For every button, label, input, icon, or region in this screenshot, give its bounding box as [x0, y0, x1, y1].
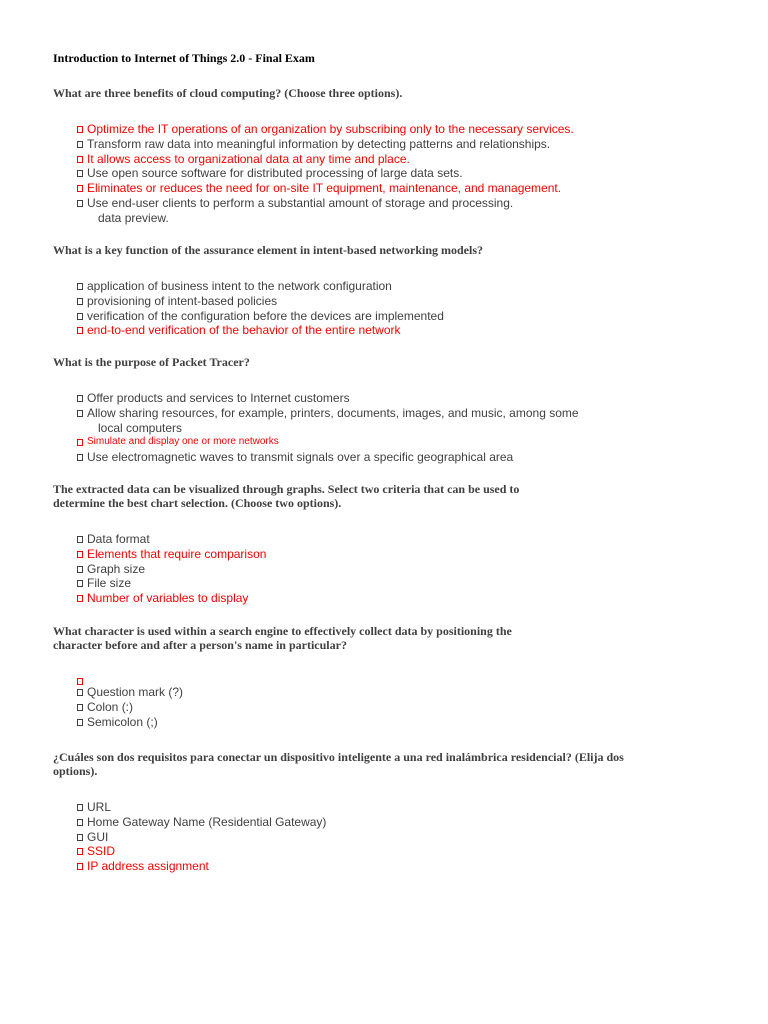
option-text-wrap — [87, 166, 637, 181]
option-item[interactable] — [77, 122, 637, 137]
option-text-wrap — [87, 294, 637, 309]
option-text: Simulate and display one or more networks — [87, 436, 279, 448]
option-text-wrap — [87, 309, 637, 324]
option-text-wrap — [87, 532, 637, 547]
checkbox-icon[interactable] — [77, 200, 83, 207]
option-item[interactable] — [77, 815, 637, 830]
option-text-wrap — [87, 137, 637, 152]
option-text-wrap — [87, 844, 637, 859]
option-text: Number of variables to display — [87, 591, 249, 606]
checkbox-icon[interactable] — [77, 595, 83, 602]
checkbox-icon[interactable] — [77, 395, 83, 402]
option-text: It allows access to organizational data at any time and place. — [87, 151, 410, 166]
option-continuation: data preview. — [98, 210, 169, 225]
option-item[interactable] — [77, 859, 637, 874]
option-text: IP address assignment — [87, 859, 209, 874]
option-text: Allow sharing resources, for example, printers, documents, images, and music, among some — [87, 405, 579, 420]
checkbox-icon[interactable] — [77, 719, 83, 726]
option-text: Use electromagnetic waves to transmit signals over a specific geographical area — [87, 450, 514, 465]
option-text: Offer products and services to Internet customers — [87, 391, 350, 405]
question-1: What are three benefits of cloud computing? (Choose three options). — [53, 86, 403, 100]
option-text-wrap — [87, 450, 637, 465]
option-text-wrap — [87, 323, 637, 338]
option-continuation: local computers — [98, 420, 183, 435]
checkbox-icon[interactable] — [77, 313, 83, 320]
checkbox-icon[interactable] — [77, 863, 83, 870]
options-list-6 — [77, 800, 637, 874]
option-text-wrap — [87, 815, 637, 830]
option-item[interactable] — [77, 309, 637, 324]
option-item[interactable] — [77, 450, 637, 465]
checkbox-icon[interactable] — [77, 678, 83, 685]
options-list-2 — [77, 279, 637, 338]
option-text: GUI — [87, 829, 109, 844]
option-text-wrap — [87, 391, 637, 406]
checkbox-icon[interactable] — [77, 580, 83, 587]
checkbox-icon[interactable] — [77, 804, 83, 811]
option-text-wrap — [87, 279, 637, 294]
checkbox-icon[interactable] — [77, 156, 83, 163]
option-text: provisioning of intent-based policies — [87, 293, 278, 308]
option-item[interactable] — [77, 532, 637, 547]
option-item[interactable] — [77, 700, 637, 715]
option-text: Transform raw data into meaningful information by detecting patterns and relationships. — [87, 136, 551, 151]
option-text: URL — [87, 800, 112, 814]
option-text: Eliminates or reduces the need for on-site IT equipment, maintenance, and management. — [87, 181, 562, 196]
checkbox-icon[interactable] — [77, 126, 83, 133]
option-text-wrap — [87, 406, 637, 421]
option-item[interactable] — [77, 152, 637, 167]
option-text: Use open source software for distributed processing of large data sets. — [87, 166, 463, 181]
option-text-wrap — [87, 800, 637, 815]
option-item[interactable] — [77, 547, 637, 562]
option-text-wrap — [87, 715, 637, 730]
option-text-wrap — [87, 196, 637, 211]
checkbox-icon[interactable] — [77, 283, 83, 290]
option-text-wrap — [87, 562, 637, 577]
option-text: Elements that require comparison — [87, 546, 267, 561]
question-2: What is a key function of the assurance element in intent-based networking models? — [53, 243, 484, 257]
question-5: What character is used within a search engine to effectively collect data by positioning the character before and after a person's name in particular? — [53, 624, 512, 652]
question-3: What is the purpose of Packet Tracer? — [53, 355, 250, 369]
option-text: Question mark (?) — [87, 685, 184, 699]
checkbox-icon[interactable] — [77, 454, 83, 461]
options-list-4 — [77, 532, 637, 606]
option-text: File size — [87, 576, 132, 591]
document-title: Introduction to Internet of Things 2.0 - Final Exam — [53, 51, 315, 65]
option-text: SSID — [87, 844, 116, 859]
checkbox-icon[interactable] — [77, 834, 83, 841]
checkbox-icon[interactable] — [77, 327, 83, 334]
checkbox-icon[interactable] — [77, 185, 83, 192]
checkbox-icon[interactable] — [77, 848, 83, 855]
option-item[interactable] — [77, 674, 637, 685]
option-text-wrap — [87, 576, 637, 591]
option-item[interactable] — [77, 844, 637, 859]
checkbox-icon[interactable] — [77, 551, 83, 558]
option-text-wrap — [87, 435, 637, 450]
option-item[interactable] — [77, 830, 637, 845]
checkbox-icon[interactable] — [77, 689, 83, 696]
option-text-wrap — [87, 830, 637, 845]
option-item[interactable] — [77, 406, 637, 421]
option-item[interactable] — [77, 323, 637, 338]
question-6: ¿Cuáles son dos requisitos para conectar un dispositivo inteligente a una red inalámbrica residencial? (Elija dos options). — [53, 750, 624, 778]
option-item[interactable] — [77, 715, 637, 730]
option-text: end-to-end verification of the behavior of the entire network — [87, 323, 401, 338]
option-text: Use end-user clients to perform a substantial amount of storage and processing. — [87, 195, 514, 210]
checkbox-icon[interactable] — [77, 536, 83, 543]
option-text: Optimize the IT operations of an organization by subscribing only to the necessary services. — [87, 122, 574, 136]
checkbox-icon[interactable] — [77, 170, 83, 177]
option-text: Home Gateway Name (Residential Gateway) — [87, 814, 327, 829]
option-text-wrap — [87, 152, 637, 167]
checkbox-icon[interactable] — [77, 566, 83, 573]
option-item[interactable] — [77, 137, 637, 152]
option-text-wrap — [87, 591, 637, 606]
option-item[interactable] — [77, 435, 637, 450]
options-list-1 — [77, 122, 637, 226]
options-list-3 — [77, 391, 637, 465]
option-item[interactable] — [77, 800, 637, 815]
option-item[interactable] — [77, 166, 637, 181]
checkbox-icon[interactable] — [77, 298, 83, 305]
option-text: verification of the configuration before the devices are implemented — [87, 308, 444, 323]
option-text-wrap — [87, 859, 637, 874]
option-text: application of business intent to the network configuration — [87, 279, 392, 293]
option-text: Colon (:) — [87, 699, 134, 714]
option-text-wrap — [87, 685, 637, 700]
option-item[interactable] — [77, 279, 637, 294]
option-item[interactable] — [77, 685, 637, 700]
option-item[interactable] — [77, 591, 637, 606]
question-4: The extracted data can be visualized through graphs. Select two criteria that can be used to determine the best chart selection. (Choose two options). — [53, 482, 520, 510]
checkbox-icon[interactable] — [77, 704, 83, 711]
option-item[interactable] — [77, 181, 637, 196]
option-text-wrap — [87, 181, 637, 196]
checkbox-icon[interactable] — [77, 819, 83, 826]
option-text: Graph size — [87, 561, 146, 576]
option-item[interactable] — [77, 391, 637, 406]
option-item[interactable] — [77, 294, 637, 309]
option-text: Data format — [87, 532, 150, 546]
option-text: Semicolon (;) — [87, 714, 158, 729]
option-item[interactable] — [77, 562, 637, 577]
option-item[interactable] — [77, 196, 637, 211]
checkbox-icon[interactable] — [77, 410, 83, 417]
option-text-wrap — [87, 122, 637, 137]
checkbox-icon[interactable] — [77, 141, 83, 148]
option-text-wrap — [87, 700, 637, 715]
checkbox-icon[interactable] — [77, 439, 83, 446]
option-text-wrap — [87, 547, 637, 562]
options-list-5 — [77, 674, 637, 729]
option-item[interactable] — [77, 576, 637, 591]
